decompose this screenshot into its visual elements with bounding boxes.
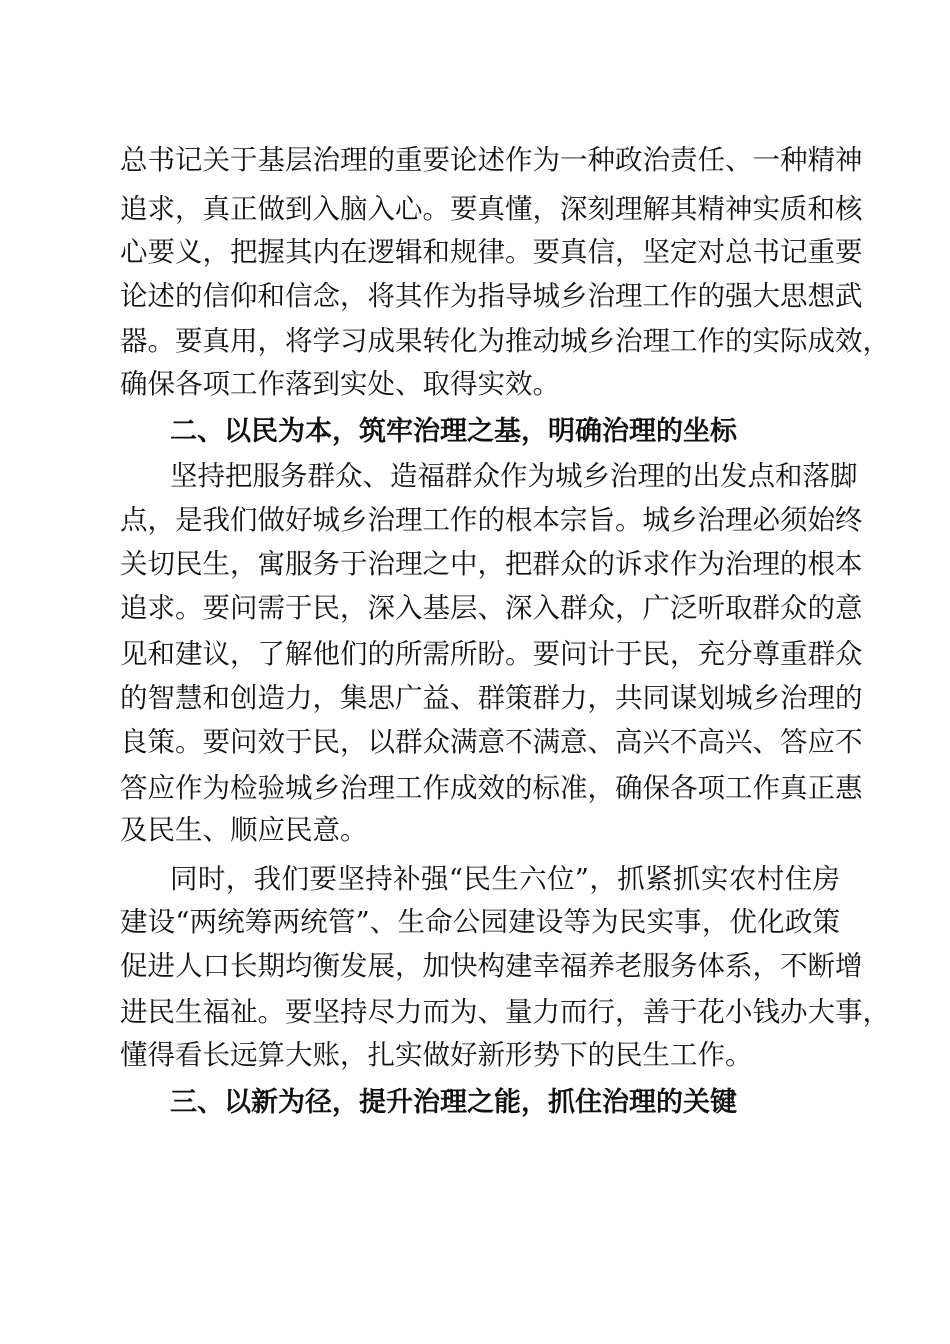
paragraph-line: 进民生福祉。要坚持尽力而为、量力而行，善于花小钱办大事， <box>120 996 890 1028</box>
paragraph-line: 心要义，把握其内在逻辑和规律。要真信，坚定对总书记重要 <box>120 236 863 268</box>
paragraph-line: 见和建议，了解他们的所需所盼。要问计于民，充分尊重群众 <box>120 638 863 670</box>
paragraph-line: 追求，真正做到入脑入心。要真懂，深刻理解其精神实质和核 <box>120 193 863 225</box>
paragraph-line: 追求。要问需于民，深入基层、深入群众，广泛听取群众的意 <box>120 592 863 624</box>
paragraph-line: 及民生、顺应民意。 <box>120 814 368 846</box>
section-heading-2: 二、以民为本，筑牢治理之基，明确治理的坐标 <box>170 416 737 447</box>
paragraph-line: 论述的信仰和信念，将其作为指导城乡治理工作的强大思想武 <box>120 280 863 312</box>
section-heading-3: 三、以新为径，提升治理之能，抓住治理的关键 <box>170 1087 737 1118</box>
paragraph-line: 确保各项工作落到实处、取得实效。 <box>120 368 560 400</box>
paragraph-line: 答应作为检验城乡治理工作成效的标准，确保各项工作真正惠 <box>120 772 863 804</box>
paragraph-line: 的智慧和创造力，集思广益、群策群力，共同谋划城乡治理的 <box>120 682 863 714</box>
paragraph-line: 坚持把服务群众、造福群众作为城乡治理的出发点和落脚 <box>170 460 858 492</box>
paragraph-line: 建设“两统筹两统管”、生命公园建设等为民实事，优化政策 <box>120 906 840 938</box>
paragraph-line: 促进人口长期均衡发展，加快构建幸福养老服务体系，不断增 <box>120 950 863 982</box>
paragraph-line: 器。要真用，将学习成果转化为推动城乡治理工作的实际成效， <box>120 325 890 357</box>
paragraph-line: 点，是我们做好城乡治理工作的根本宗旨。城乡治理必须始终 <box>120 504 863 536</box>
paragraph-line: 良策。要问效于民，以群众满意不满意、高兴不高兴、答应不 <box>120 726 863 758</box>
paragraph-line: 同时，我们要坚持补强“民生六位”，抓紧抓实农村住房 <box>170 863 840 895</box>
paragraph-line: 懂得看长远算大账，扎实做好新形势下的民生工作。 <box>120 1039 753 1071</box>
paragraph-line: 关切民生，寓服务于治理之中，把群众的诉求作为治理的根本 <box>120 548 863 580</box>
paragraph-line: 总书记关于基层治理的重要论述作为一种政治责任、一种精神 <box>120 144 863 176</box>
